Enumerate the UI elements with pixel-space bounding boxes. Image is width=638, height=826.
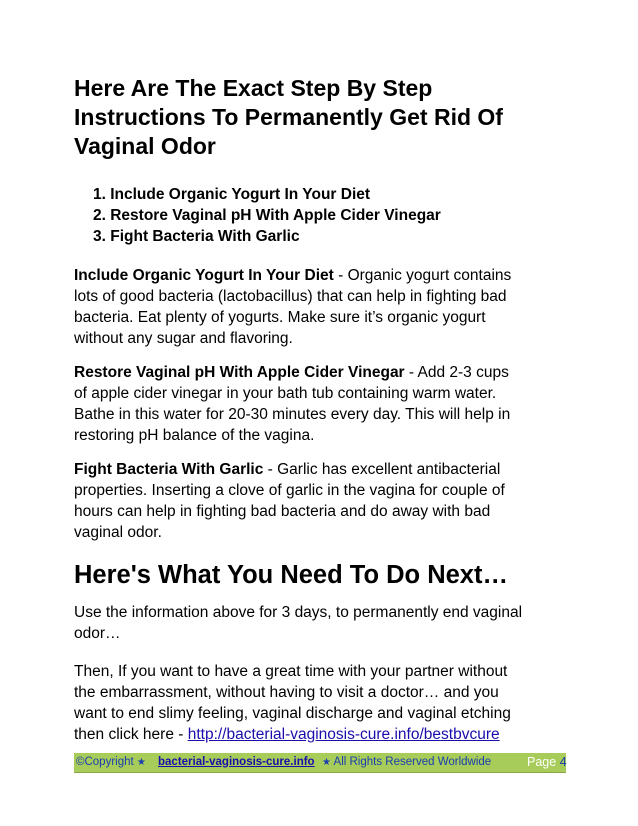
paragraph-lead: Restore Vaginal pH With Apple Cider Vinegar (74, 364, 405, 381)
call-to-action-paragraph (74, 661, 574, 745)
rights-text: ★ All Rights Reserved Worldwide (322, 756, 492, 768)
paragraph-text: - Add 2-3 cups (404, 364, 509, 381)
step-item: 1. Include Organic Yogurt In Your Diet (93, 186, 371, 203)
footer-site-link[interactable]: bacterial-vaginosis-cure.info (158, 756, 315, 768)
paragraph-text: vaginal odor. (74, 524, 162, 541)
star-icon: ★ (322, 757, 331, 768)
paragraph-text: then click here - (74, 726, 188, 743)
paragraph-text: bacteria. Eat plenty of yogurts. Make sure it’s organic yogurt (74, 309, 486, 326)
garlic-paragraph (74, 459, 574, 543)
paragraph-text: want to end slimy feeling, vaginal discharge and vaginal etching (74, 705, 511, 722)
page-title (74, 74, 574, 161)
paragraph-text: - Garlic has excellent antibacterial (263, 461, 501, 478)
title-line: Vaginal Odor (74, 133, 216, 159)
paragraph-text: of apple cider vinegar in your bath tub containing warm water. (74, 385, 497, 402)
next-steps-heading: Here's What You Need To Do Next… (74, 561, 508, 589)
title-line: Instructions To Permanently Get Rid Of (74, 104, 503, 130)
paragraph-text: the embarrassment, without having to visit a doctor… and you (74, 684, 499, 701)
paragraph-text: without any sugar and flavoring. (74, 330, 293, 347)
page-label: Page (527, 755, 557, 769)
paragraph-text: hours can help in fighting bad bacteria and do away with bad (74, 503, 491, 520)
paragraph-lead: Fight Bacteria With Garlic (74, 461, 264, 478)
paragraph-text: properties. Inserting a clove of garlic in the vagina for couple of (74, 482, 505, 499)
paragraph-text: Bathe in this water for 20-30 minutes every day. This will help in (74, 406, 511, 423)
vinegar-paragraph (74, 362, 574, 446)
paragraph-text: - Organic yogurt contains (333, 267, 512, 284)
yogurt-paragraph (74, 265, 574, 349)
copyright-text: ©Copyright ★ (76, 756, 146, 768)
paragraph-lead: Include Organic Yogurt In Your Diet (74, 267, 334, 284)
step-item: 2. Restore Vaginal pH With Apple Cider Vinegar (93, 207, 441, 224)
title-line: Here Are The Exact Step By Step (74, 75, 433, 101)
usage-paragraph (74, 602, 574, 644)
paragraph-text: Then, If you want to have a great time with your partner without (74, 663, 508, 680)
bestbvcure-link[interactable]: http://bacterial-vaginosis-cure.info/bestbvcure (187, 726, 500, 743)
star-icon: ★ (136, 757, 146, 768)
paragraph-text: restoring pH balance of the vagina. (74, 427, 315, 444)
paragraph-text: lots of good bacteria (lactobacillus) that can help in fighting bad (74, 288, 507, 305)
step-item: 3. Fight Bacteria With Garlic (93, 228, 300, 245)
page-footer (74, 753, 566, 773)
paragraph-text: odor… (74, 625, 121, 642)
page-number (527, 753, 567, 772)
page-number-value: 4 (559, 755, 567, 769)
paragraph-text: Use the information above for 3 days, to permanently end vaginal (74, 604, 523, 621)
steps-list (93, 184, 441, 247)
